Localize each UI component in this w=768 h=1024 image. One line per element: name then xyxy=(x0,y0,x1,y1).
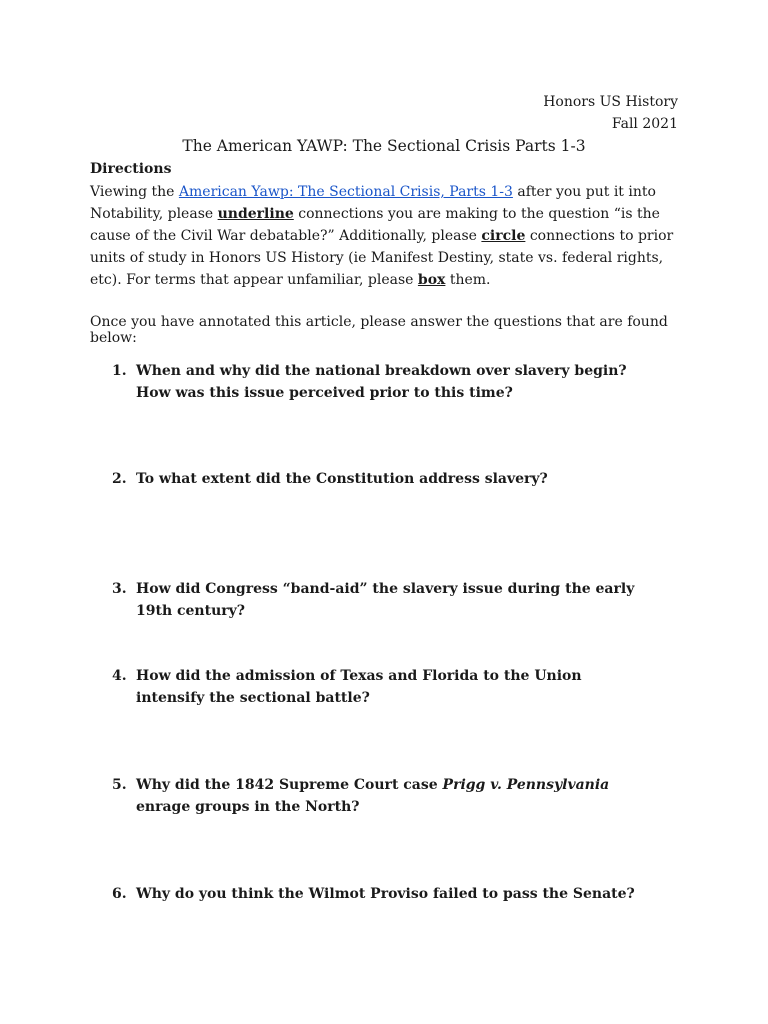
question-number: 1. xyxy=(112,363,127,379)
question-3 xyxy=(112,578,652,622)
question-1 xyxy=(112,360,652,404)
circle-keyword: circle xyxy=(481,228,526,244)
question-number: 2. xyxy=(112,471,127,487)
directions-text-2: after you put it into Notability, please xyxy=(90,184,656,222)
underline-keyword: underline xyxy=(217,206,294,222)
question-number: 5. xyxy=(112,777,127,793)
directions-text-5: them. xyxy=(445,272,491,288)
question-text: When and why did the national breakdown over slavery begin? How was this issue perceived prior to this time? xyxy=(136,363,627,401)
question-number: 6. xyxy=(112,886,127,902)
directions-text-4: connections to prior units of study in Honors US History (ie Manifest Destiny, state vs. federal rights, etc). For terms that appear unfamiliar, please xyxy=(90,228,674,288)
question-number: 4. xyxy=(112,668,127,684)
directions-text-3: connections you are making to the question “is the cause of the Civil War debatable?” Additionally, please xyxy=(90,206,660,244)
question-text xyxy=(136,774,652,818)
question-2 xyxy=(112,468,652,490)
question-number: 3. xyxy=(112,581,127,597)
question-text: To what extent did the Constitution address slavery? xyxy=(136,471,548,487)
case-name: Prigg v. Pennsylvania xyxy=(442,777,610,793)
question-4 xyxy=(112,665,652,709)
question-text: How did Congress “band-aid” the slavery issue during the early 19th century? xyxy=(136,581,635,619)
course-name: Honors US History xyxy=(543,94,678,110)
term-label: Fall 2021 xyxy=(611,116,678,132)
question-6 xyxy=(112,883,652,905)
question-text: How did the admission of Texas and Florida to the Union intensify the sectional battle? xyxy=(136,668,582,706)
question-text-part: enrage groups in the North? xyxy=(136,799,360,815)
directions-paragraph xyxy=(90,181,690,291)
question-text: Why do you think the Wilmot Proviso failed to pass the Senate? xyxy=(136,886,635,902)
document-title: The American YAWP: The Sectional Crisis Parts 1-3 xyxy=(182,137,586,155)
directions-text-1: Viewing the xyxy=(90,184,179,200)
directions-heading: Directions xyxy=(90,161,172,177)
question-5 xyxy=(112,774,652,818)
box-keyword: box xyxy=(417,272,446,288)
intro-text: Once you have annotated this article, please answer the questions that are found below: xyxy=(90,314,668,346)
article-link[interactable]: American Yawp: The Sectional Crisis, Parts 1-3 xyxy=(178,184,513,200)
question-text-part: Why did the 1842 Supreme Court case xyxy=(136,777,443,793)
